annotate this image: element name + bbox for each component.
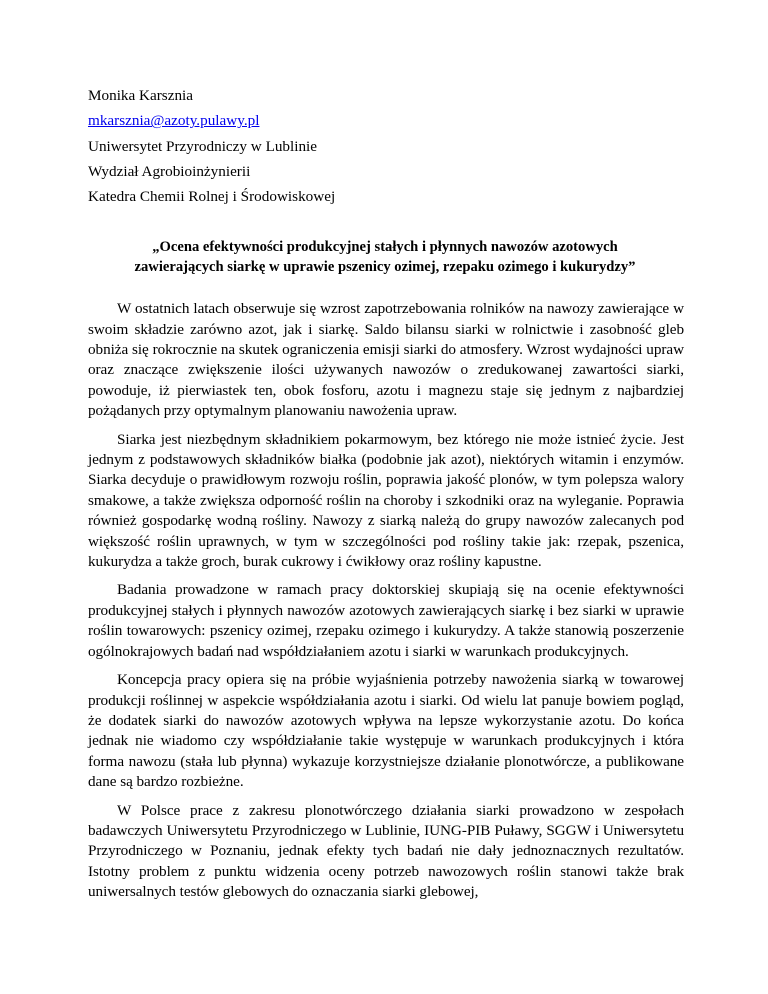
paragraph-3: Badania prowadzone w ramach pracy doktorskiej skupiają się na ocenie efektywności produkcyjnej stałych i płynnych nawozów azotowych zawierających siarkę i bez siarki w uprawie roślin towarowych: pszenicy ozimej, rzepaku ozimego i kukurydzy. A także stanowią poszerzenie ogólnokrajowych badań nad współdziałaniem azotu i siarki w warunkach produkcyjnych.	[88, 581, 684, 660]
author-email-line	[88, 111, 684, 131]
paragraph-4: Koncepcja pracy opiera się na próbie wyjaśnienia potrzeby nawożenia siarką w towarowej produkcji roślinnej w aspekcie współdziałania azotu i siarki. Od wielu lat panuje bowiem pogląd, że dodatek siarki do nawozów azotowych wpływa na lepsze wykorzystanie azotu. Do końca jednak nie wiadomo czy współdziałanie takie występuje w warunkach produkcyjnych i która forma nawozu (stała lub płynna) wykazuje korzystniejsze działanie plonotwórcze, a publikowane dane są bardzo rozbieżne.	[88, 671, 684, 791]
author-name: Monika Karsznia	[88, 87, 194, 104]
department-name: Katedra Chemii Rolnej i Środowiskowej	[88, 188, 336, 206]
document-page	[88, 86, 684, 903]
paragraph-2: Siarka jest niezbędnym składnikiem pokarmowym, bez którego nie może istnieć życie. Jest jednym z podstawowych składników białka (podobnie jak azot), niektórych witamin i enzymów. Siarka decyduje o prawidłowym rozwoju roślin, poprawia jakość plonów, w tym polepsza walory smakowe, a także zwiększa odporność roślin na choroby i szkodniki oraz na wyleganie. Poprawia również gospodarkę wodną rośliny. Nawozy z siarką należą do grupy nawozów zalecanych pod większość roślin uprawnych, w tym w szczególności pod rośliny takie jak: rzepak, pszenica, kukurydza a także groch, burak cukrowy i ćwikłowy oraz rośliny kapustne.	[88, 430, 684, 571]
author-email-link[interactable]: mkarsznia@azoty.pulawy.pl	[88, 112, 260, 130]
university-name: Uniwersytet Przyrodniczy w Lublinie	[88, 137, 318, 155]
faculty-name: Wydział Agrobioinżynierii	[88, 162, 251, 180]
paragraph-5: W Polsce prace z zakresu plonotwórczego działania siarki prowadzono w zespołach badawczych Uniwersytetu Przyrodniczego w Lublinie, IUNG-PIB Puławy, SGGW i Uniwersytetu Przyrodniczego w Poznaniu, jednak efekty tych badań nie dały jednoznacznych rezultatów. Istotny problem z punktu widzenia oceny potrzeb nawozowych roślin stanowi także brak uniwersalnych testów glebowych do oznaczania siarki glebowej,	[88, 801, 684, 901]
document-title: „Ocena efektywności produkcyjnej stałych i płynnych nawozów azotowych zawierających siarkę w uprawie pszenicy ozimej, rzepaku ozimego i kukurydzy”	[134, 239, 636, 276]
paragraph-1: W ostatnich latach obserwuje się wzrost zapotrzebowania rolników na nawozy zawierające w swoim składzie zarówno azot, jak i siarkę. Saldo bilansu siarki w rolnictwie i zasobność gleb obniża się rokrocznie na skutek ograniczenia emisji siarki do atmosfery. Wzrost wydajności upraw oraz znaczące zwiększenie ilości używanych nawozów o zredukowanej zawartości siarki, powoduje, iż pierwiastek ten, obok fosforu, azotu i magnezu staje się jednym z najbardziej pożądanych przy optymalnym planowaniu nawożenia upraw.	[88, 300, 684, 420]
